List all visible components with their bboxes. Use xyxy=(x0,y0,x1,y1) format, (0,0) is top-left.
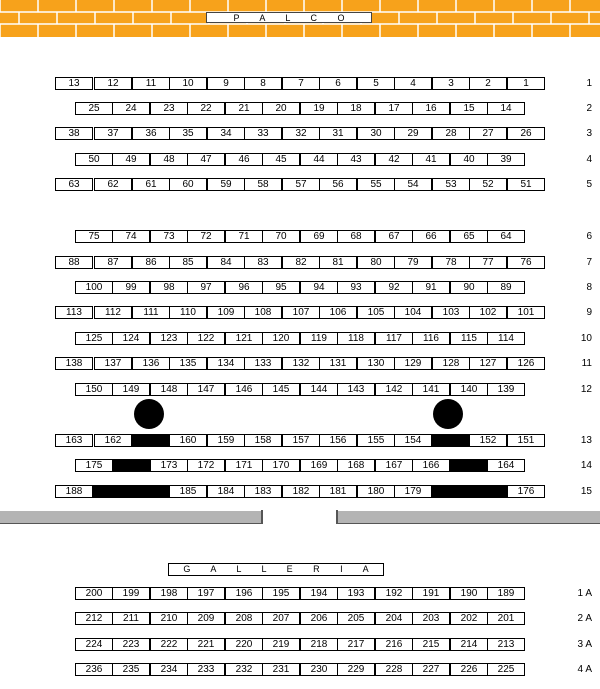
seat[interactable]: 198 xyxy=(150,587,188,600)
seat[interactable]: 18 xyxy=(337,102,375,115)
blocked-seat xyxy=(112,459,150,472)
seat[interactable]: 64 xyxy=(487,230,525,243)
seat[interactable]: 133 xyxy=(244,357,282,370)
seat[interactable]: 25 xyxy=(75,102,113,115)
seat[interactable]: 27 xyxy=(469,127,507,140)
seat[interactable]: 95 xyxy=(262,281,300,294)
seat[interactable]: 87 xyxy=(94,256,132,269)
seat[interactable]: 106 xyxy=(319,306,357,319)
seat[interactable]: 220 xyxy=(225,638,263,651)
seat[interactable]: 230 xyxy=(300,663,338,676)
seat[interactable]: 137 xyxy=(94,357,132,370)
seat[interactable]: 110 xyxy=(169,306,207,319)
seat[interactable]: 116 xyxy=(412,332,450,345)
seat[interactable]: 29 xyxy=(394,127,432,140)
seat[interactable]: 76 xyxy=(507,256,545,269)
seat[interactable]: 55 xyxy=(357,178,395,191)
seat[interactable]: 188 xyxy=(55,485,93,498)
seat[interactable]: 144 xyxy=(300,383,338,396)
seat[interactable]: 69 xyxy=(300,230,338,243)
seat[interactable]: 4 xyxy=(394,77,432,90)
seat[interactable]: 83 xyxy=(244,256,282,269)
row-label: 1 xyxy=(586,78,592,89)
seat[interactable]: 203 xyxy=(412,612,450,625)
seat[interactable]: 2 xyxy=(469,77,507,90)
seat[interactable]: 41 xyxy=(412,153,450,166)
seat[interactable]: 68 xyxy=(337,230,375,243)
blocked-seat xyxy=(131,434,169,447)
seat[interactable]: 14 xyxy=(487,102,525,115)
seat[interactable]: 101 xyxy=(507,306,545,319)
seat[interactable]: 196 xyxy=(225,587,263,600)
gallery-label: G A L L E R I A xyxy=(168,563,384,576)
seat[interactable]: 126 xyxy=(507,357,545,370)
seat[interactable]: 223 xyxy=(112,638,150,651)
seat[interactable]: 91 xyxy=(412,281,450,294)
seat[interactable]: 10 xyxy=(169,77,207,90)
seat[interactable]: 57 xyxy=(282,178,320,191)
seat[interactable]: 135 xyxy=(169,357,207,370)
seat[interactable]: 3 xyxy=(432,77,470,90)
seat[interactable]: 120 xyxy=(262,332,300,345)
seat[interactable]: 125 xyxy=(75,332,113,345)
seat[interactable]: 130 xyxy=(357,357,395,370)
seat[interactable]: 205 xyxy=(337,612,375,625)
seat[interactable]: 118 xyxy=(337,332,375,345)
seat[interactable]: 97 xyxy=(187,281,225,294)
blocked-seat xyxy=(93,485,169,498)
seat[interactable]: 40 xyxy=(450,153,488,166)
seat[interactable]: 193 xyxy=(337,587,375,600)
seat[interactable]: 6 xyxy=(319,77,357,90)
seat[interactable]: 15 xyxy=(450,102,488,115)
seat[interactable]: 103 xyxy=(432,306,470,319)
seat[interactable]: 136 xyxy=(132,357,170,370)
seat[interactable]: 195 xyxy=(262,587,300,600)
seat[interactable]: 99 xyxy=(112,281,150,294)
seat[interactable]: 75 xyxy=(75,230,113,243)
seat[interactable]: 140 xyxy=(450,383,488,396)
seat[interactable]: 142 xyxy=(375,383,413,396)
seat[interactable]: 24 xyxy=(112,102,150,115)
seat[interactable]: 164 xyxy=(487,459,525,472)
seat[interactable]: 37 xyxy=(94,127,132,140)
seat[interactable]: 108 xyxy=(244,306,282,319)
row-label: 12 xyxy=(580,384,592,395)
seat[interactable]: 53 xyxy=(432,178,470,191)
seat[interactable]: 46 xyxy=(225,153,263,166)
rail-left xyxy=(0,511,262,524)
seat[interactable]: 98 xyxy=(150,281,188,294)
seat[interactable]: 16 xyxy=(412,102,450,115)
seat[interactable]: 12 xyxy=(94,77,132,90)
seat[interactable]: 158 xyxy=(244,434,282,447)
seat[interactable]: 233 xyxy=(187,663,225,676)
seat[interactable]: 197 xyxy=(187,587,225,600)
seat[interactable]: 28 xyxy=(432,127,470,140)
seat[interactable]: 222 xyxy=(150,638,188,651)
seat[interactable]: 62 xyxy=(94,178,132,191)
seat[interactable]: 35 xyxy=(169,127,207,140)
seat[interactable]: 206 xyxy=(300,612,338,625)
seat[interactable]: 70 xyxy=(262,230,300,243)
row-label: 10 xyxy=(580,333,592,344)
seat[interactable]: 80 xyxy=(357,256,395,269)
seat[interactable]: 22 xyxy=(187,102,225,115)
seat[interactable]: 180 xyxy=(357,485,395,498)
seat[interactable]: 225 xyxy=(487,663,525,676)
seat[interactable]: 201 xyxy=(487,612,525,625)
seat[interactable]: 191 xyxy=(412,587,450,600)
seat[interactable]: 128 xyxy=(432,357,470,370)
seat[interactable]: 155 xyxy=(357,434,395,447)
seat[interactable]: 228 xyxy=(375,663,413,676)
seat[interactable]: 121 xyxy=(225,332,263,345)
seat[interactable]: 36 xyxy=(132,127,170,140)
row-label: 7 xyxy=(586,257,592,268)
seat[interactable]: 38 xyxy=(55,127,93,140)
seat[interactable]: 1 xyxy=(507,77,545,90)
seat[interactable]: 194 xyxy=(300,587,338,600)
seat[interactable]: 44 xyxy=(300,153,338,166)
seat[interactable]: 8 xyxy=(244,77,282,90)
seat[interactable]: 232 xyxy=(225,663,263,676)
seat[interactable]: 162 xyxy=(94,434,132,447)
seat[interactable]: 77 xyxy=(469,256,507,269)
seat[interactable]: 163 xyxy=(55,434,93,447)
row-label: 14 xyxy=(580,460,592,471)
seat[interactable]: 33 xyxy=(244,127,282,140)
seat[interactable]: 147 xyxy=(187,383,225,396)
row-label: 8 xyxy=(586,282,592,293)
seat[interactable]: 23 xyxy=(150,102,188,115)
seat[interactable]: 143 xyxy=(337,383,375,396)
row-label: 3 xyxy=(586,128,592,139)
seat[interactable]: 213 xyxy=(487,638,525,651)
seat[interactable]: 214 xyxy=(450,638,488,651)
seat[interactable]: 92 xyxy=(375,281,413,294)
seat[interactable]: 104 xyxy=(394,306,432,319)
seat[interactable]: 115 xyxy=(450,332,488,345)
seat[interactable]: 150 xyxy=(75,383,113,396)
rail-post xyxy=(261,510,263,524)
seat[interactable]: 66 xyxy=(412,230,450,243)
seat[interactable]: 89 xyxy=(487,281,525,294)
seat[interactable]: 61 xyxy=(132,178,170,191)
seat[interactable]: 145 xyxy=(262,383,300,396)
seat[interactable]: 26 xyxy=(507,127,545,140)
seat[interactable]: 181 xyxy=(319,485,357,498)
seat[interactable]: 78 xyxy=(432,256,470,269)
seat[interactable]: 212 xyxy=(75,612,113,625)
seat[interactable]: 129 xyxy=(394,357,432,370)
seat[interactable]: 82 xyxy=(282,256,320,269)
seat[interactable]: 215 xyxy=(412,638,450,651)
seat[interactable]: 169 xyxy=(300,459,338,472)
seat[interactable]: 202 xyxy=(450,612,488,625)
seat[interactable]: 50 xyxy=(75,153,113,166)
row-label: 13 xyxy=(580,435,592,446)
seat[interactable]: 51 xyxy=(507,178,545,191)
seat[interactable]: 157 xyxy=(282,434,320,447)
seat[interactable]: 100 xyxy=(75,281,113,294)
seat[interactable]: 207 xyxy=(262,612,300,625)
seat[interactable]: 234 xyxy=(150,663,188,676)
stage-label: P A L C O xyxy=(206,12,372,23)
seat[interactable]: 119 xyxy=(300,332,338,345)
seat[interactable]: 45 xyxy=(262,153,300,166)
seat[interactable]: 185 xyxy=(169,485,207,498)
seat[interactable]: 151 xyxy=(507,434,545,447)
seat[interactable]: 74 xyxy=(112,230,150,243)
seat[interactable]: 109 xyxy=(207,306,245,319)
seat[interactable]: 31 xyxy=(319,127,357,140)
seat[interactable]: 13 xyxy=(55,77,93,90)
seat[interactable]: 235 xyxy=(112,663,150,676)
seat[interactable]: 159 xyxy=(207,434,245,447)
seat[interactable]: 43 xyxy=(337,153,375,166)
row-label: 6 xyxy=(586,231,592,242)
seat[interactable]: 49 xyxy=(112,153,150,166)
seat[interactable]: 152 xyxy=(469,434,507,447)
seat[interactable]: 54 xyxy=(394,178,432,191)
seat[interactable]: 216 xyxy=(375,638,413,651)
seat[interactable]: 218 xyxy=(300,638,338,651)
seat[interactable]: 111 xyxy=(132,306,170,319)
seat[interactable]: 56 xyxy=(319,178,357,191)
row-label: 4 xyxy=(586,154,592,165)
row-label: 2 A xyxy=(577,613,592,624)
seat[interactable]: 11 xyxy=(132,77,170,90)
seat[interactable]: 209 xyxy=(187,612,225,625)
seat[interactable]: 17 xyxy=(375,102,413,115)
row-label: 9 xyxy=(586,307,592,318)
seat[interactable]: 113 xyxy=(55,306,93,319)
seat[interactable]: 171 xyxy=(225,459,263,472)
seat[interactable]: 107 xyxy=(282,306,320,319)
seat[interactable]: 229 xyxy=(337,663,375,676)
seat[interactable]: 200 xyxy=(75,587,113,600)
seat[interactable]: 182 xyxy=(282,485,320,498)
seat[interactable]: 65 xyxy=(450,230,488,243)
seat[interactable]: 190 xyxy=(450,587,488,600)
seat[interactable]: 5 xyxy=(357,77,395,90)
seat[interactable]: 226 xyxy=(450,663,488,676)
seat[interactable]: 112 xyxy=(94,306,132,319)
seat[interactable]: 71 xyxy=(225,230,263,243)
seat[interactable]: 231 xyxy=(262,663,300,676)
seat[interactable]: 156 xyxy=(319,434,357,447)
blocked-seat xyxy=(431,485,507,498)
seat[interactable]: 204 xyxy=(375,612,413,625)
seat[interactable]: 189 xyxy=(487,587,525,600)
seat[interactable]: 9 xyxy=(207,77,245,90)
seat[interactable]: 148 xyxy=(150,383,188,396)
pillar xyxy=(134,399,164,429)
seat[interactable]: 221 xyxy=(187,638,225,651)
seat[interactable]: 34 xyxy=(207,127,245,140)
seat[interactable]: 86 xyxy=(132,256,170,269)
seat[interactable]: 39 xyxy=(487,153,525,166)
seat[interactable]: 224 xyxy=(75,638,113,651)
seat[interactable]: 42 xyxy=(375,153,413,166)
seat[interactable]: 132 xyxy=(282,357,320,370)
seat[interactable]: 175 xyxy=(75,459,113,472)
seat[interactable]: 184 xyxy=(207,485,245,498)
seat[interactable]: 160 xyxy=(169,434,207,447)
seat[interactable]: 52 xyxy=(469,178,507,191)
seat[interactable]: 59 xyxy=(207,178,245,191)
seat[interactable]: 47 xyxy=(187,153,225,166)
row-label: 15 xyxy=(580,486,592,497)
seat[interactable]: 173 xyxy=(150,459,188,472)
seat[interactable]: 102 xyxy=(469,306,507,319)
seat[interactable]: 73 xyxy=(150,230,188,243)
seat[interactable]: 217 xyxy=(337,638,375,651)
seat[interactable]: 93 xyxy=(337,281,375,294)
seat[interactable]: 134 xyxy=(207,357,245,370)
seat[interactable]: 122 xyxy=(187,332,225,345)
seat[interactable]: 192 xyxy=(375,587,413,600)
row-label: 5 xyxy=(586,179,592,190)
seat[interactable]: 19 xyxy=(300,102,338,115)
seat[interactable]: 227 xyxy=(412,663,450,676)
seat[interactable]: 30 xyxy=(357,127,395,140)
seat[interactable]: 114 xyxy=(487,332,525,345)
seat[interactable]: 124 xyxy=(112,332,150,345)
seat[interactable]: 141 xyxy=(412,383,450,396)
row-label: 4 A xyxy=(577,664,592,675)
seat[interactable]: 208 xyxy=(225,612,263,625)
seat[interactable]: 105 xyxy=(357,306,395,319)
seat[interactable]: 166 xyxy=(412,459,450,472)
seat[interactable]: 81 xyxy=(319,256,357,269)
seat[interactable]: 168 xyxy=(337,459,375,472)
seat[interactable]: 88 xyxy=(55,256,93,269)
seat[interactable]: 72 xyxy=(187,230,225,243)
seat[interactable]: 154 xyxy=(394,434,432,447)
seat[interactable]: 94 xyxy=(300,281,338,294)
seat[interactable]: 79 xyxy=(394,256,432,269)
seat[interactable]: 138 xyxy=(55,357,93,370)
rail-right xyxy=(337,511,600,524)
seat[interactable]: 172 xyxy=(187,459,225,472)
seat[interactable]: 219 xyxy=(262,638,300,651)
row-label: 1 A xyxy=(577,588,592,599)
seat[interactable]: 90 xyxy=(450,281,488,294)
seat[interactable]: 32 xyxy=(282,127,320,140)
row-label: 2 xyxy=(586,103,592,114)
seat[interactable]: 199 xyxy=(112,587,150,600)
seat[interactable]: 139 xyxy=(487,383,525,396)
seat[interactable]: 117 xyxy=(375,332,413,345)
seat[interactable]: 167 xyxy=(375,459,413,472)
seat[interactable]: 176 xyxy=(507,485,545,498)
pillar xyxy=(433,399,463,429)
seat[interactable]: 7 xyxy=(282,77,320,90)
seat[interactable]: 170 xyxy=(262,459,300,472)
seat[interactable]: 84 xyxy=(207,256,245,269)
seat[interactable]: 96 xyxy=(225,281,263,294)
seat[interactable]: 60 xyxy=(169,178,207,191)
seat[interactable]: 85 xyxy=(169,256,207,269)
seat[interactable]: 20 xyxy=(262,102,300,115)
seat[interactable]: 210 xyxy=(150,612,188,625)
seat[interactable]: 179 xyxy=(394,485,432,498)
seat[interactable]: 63 xyxy=(55,178,93,191)
row-label: 3 A xyxy=(577,639,592,650)
rail-post xyxy=(336,510,338,524)
seat[interactable]: 21 xyxy=(225,102,263,115)
blocked-seat xyxy=(431,434,469,447)
seat[interactable]: 146 xyxy=(225,383,263,396)
seat[interactable]: 149 xyxy=(112,383,150,396)
seat[interactable]: 48 xyxy=(150,153,188,166)
seat[interactable]: 131 xyxy=(319,357,357,370)
seat[interactable]: 123 xyxy=(150,332,188,345)
seat[interactable]: 127 xyxy=(469,357,507,370)
seat[interactable]: 236 xyxy=(75,663,113,676)
seat[interactable]: 67 xyxy=(375,230,413,243)
seat[interactable]: 183 xyxy=(244,485,282,498)
seat[interactable]: 211 xyxy=(112,612,150,625)
seat[interactable]: 58 xyxy=(244,178,282,191)
blocked-seat xyxy=(449,459,487,472)
row-label: 11 xyxy=(581,358,592,369)
